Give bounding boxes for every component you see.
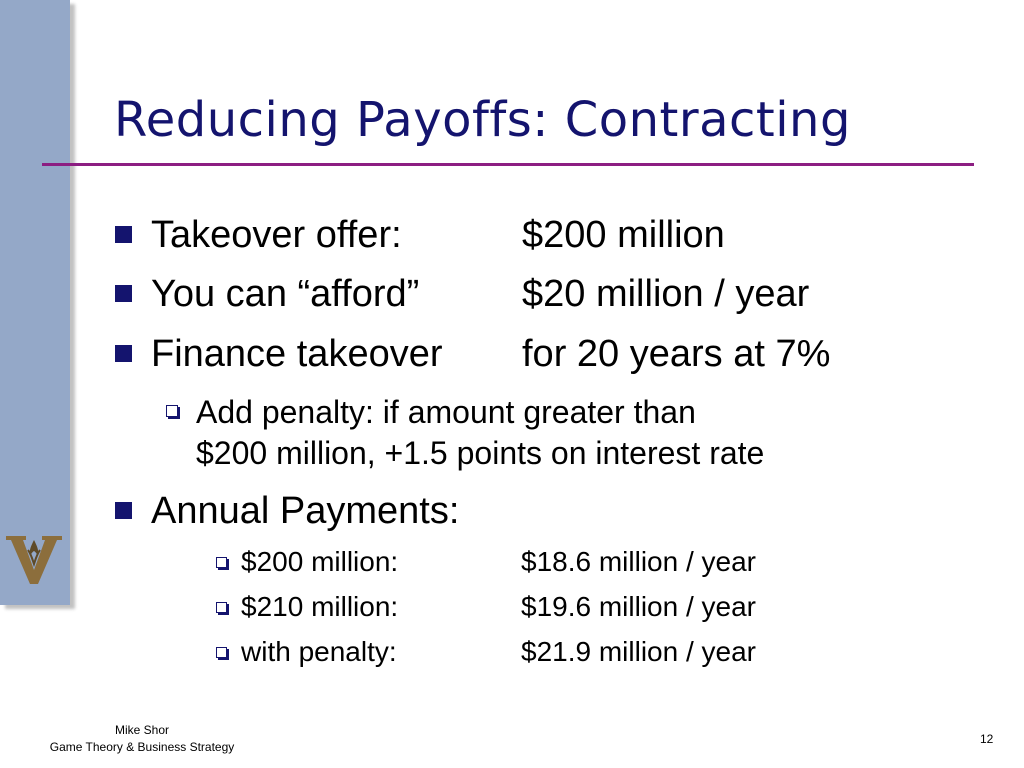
hollow-square-bullet-icon <box>216 647 227 658</box>
slide-footer <box>18 722 266 756</box>
hollow-square-bullet-icon <box>216 557 227 568</box>
square-bullet-icon <box>115 285 132 302</box>
payment-value: $18.6 million / year <box>521 546 757 577</box>
hollow-square-bullet-icon <box>216 602 227 613</box>
vanderbilt-logo-icon <box>4 532 64 588</box>
bullet-label: Takeover offer: <box>151 214 402 256</box>
square-bullet-icon <box>115 345 132 362</box>
payment-label: with penalty: <box>241 636 397 667</box>
footer-author: Mike Shor <box>114 723 170 737</box>
slide-title: Reducing Payoffs: Contracting <box>114 92 851 148</box>
sub-bullet-line-2: $200 million, +1.5 points on interest rate <box>196 435 765 471</box>
square-bullet-icon <box>115 502 132 519</box>
payment-value: $21.9 million / year <box>521 636 757 667</box>
payment-label: $200 million: <box>241 546 399 577</box>
bullet-value: $20 million / year <box>522 273 810 315</box>
bullet-value: $200 million <box>522 214 725 256</box>
page-number: 12 <box>980 732 994 746</box>
bullet-label: You can “afford” <box>151 273 420 315</box>
bullet-value: for 20 years at 7% <box>522 333 831 375</box>
hollow-square-bullet-icon <box>166 405 178 417</box>
title-underline <box>42 163 974 166</box>
side-bar <box>0 0 70 605</box>
square-bullet-icon <box>115 226 132 243</box>
bullet-label: Finance takeover <box>151 333 443 375</box>
sub-bullet-line-1: Add penalty: if amount greater than <box>196 394 696 430</box>
bullet-label: Annual Payments: <box>151 490 460 532</box>
payment-label: $210 million: <box>241 591 399 622</box>
payment-value: $19.6 million / year <box>521 591 757 622</box>
footer-course: Game Theory & Business Strategy <box>49 740 235 754</box>
